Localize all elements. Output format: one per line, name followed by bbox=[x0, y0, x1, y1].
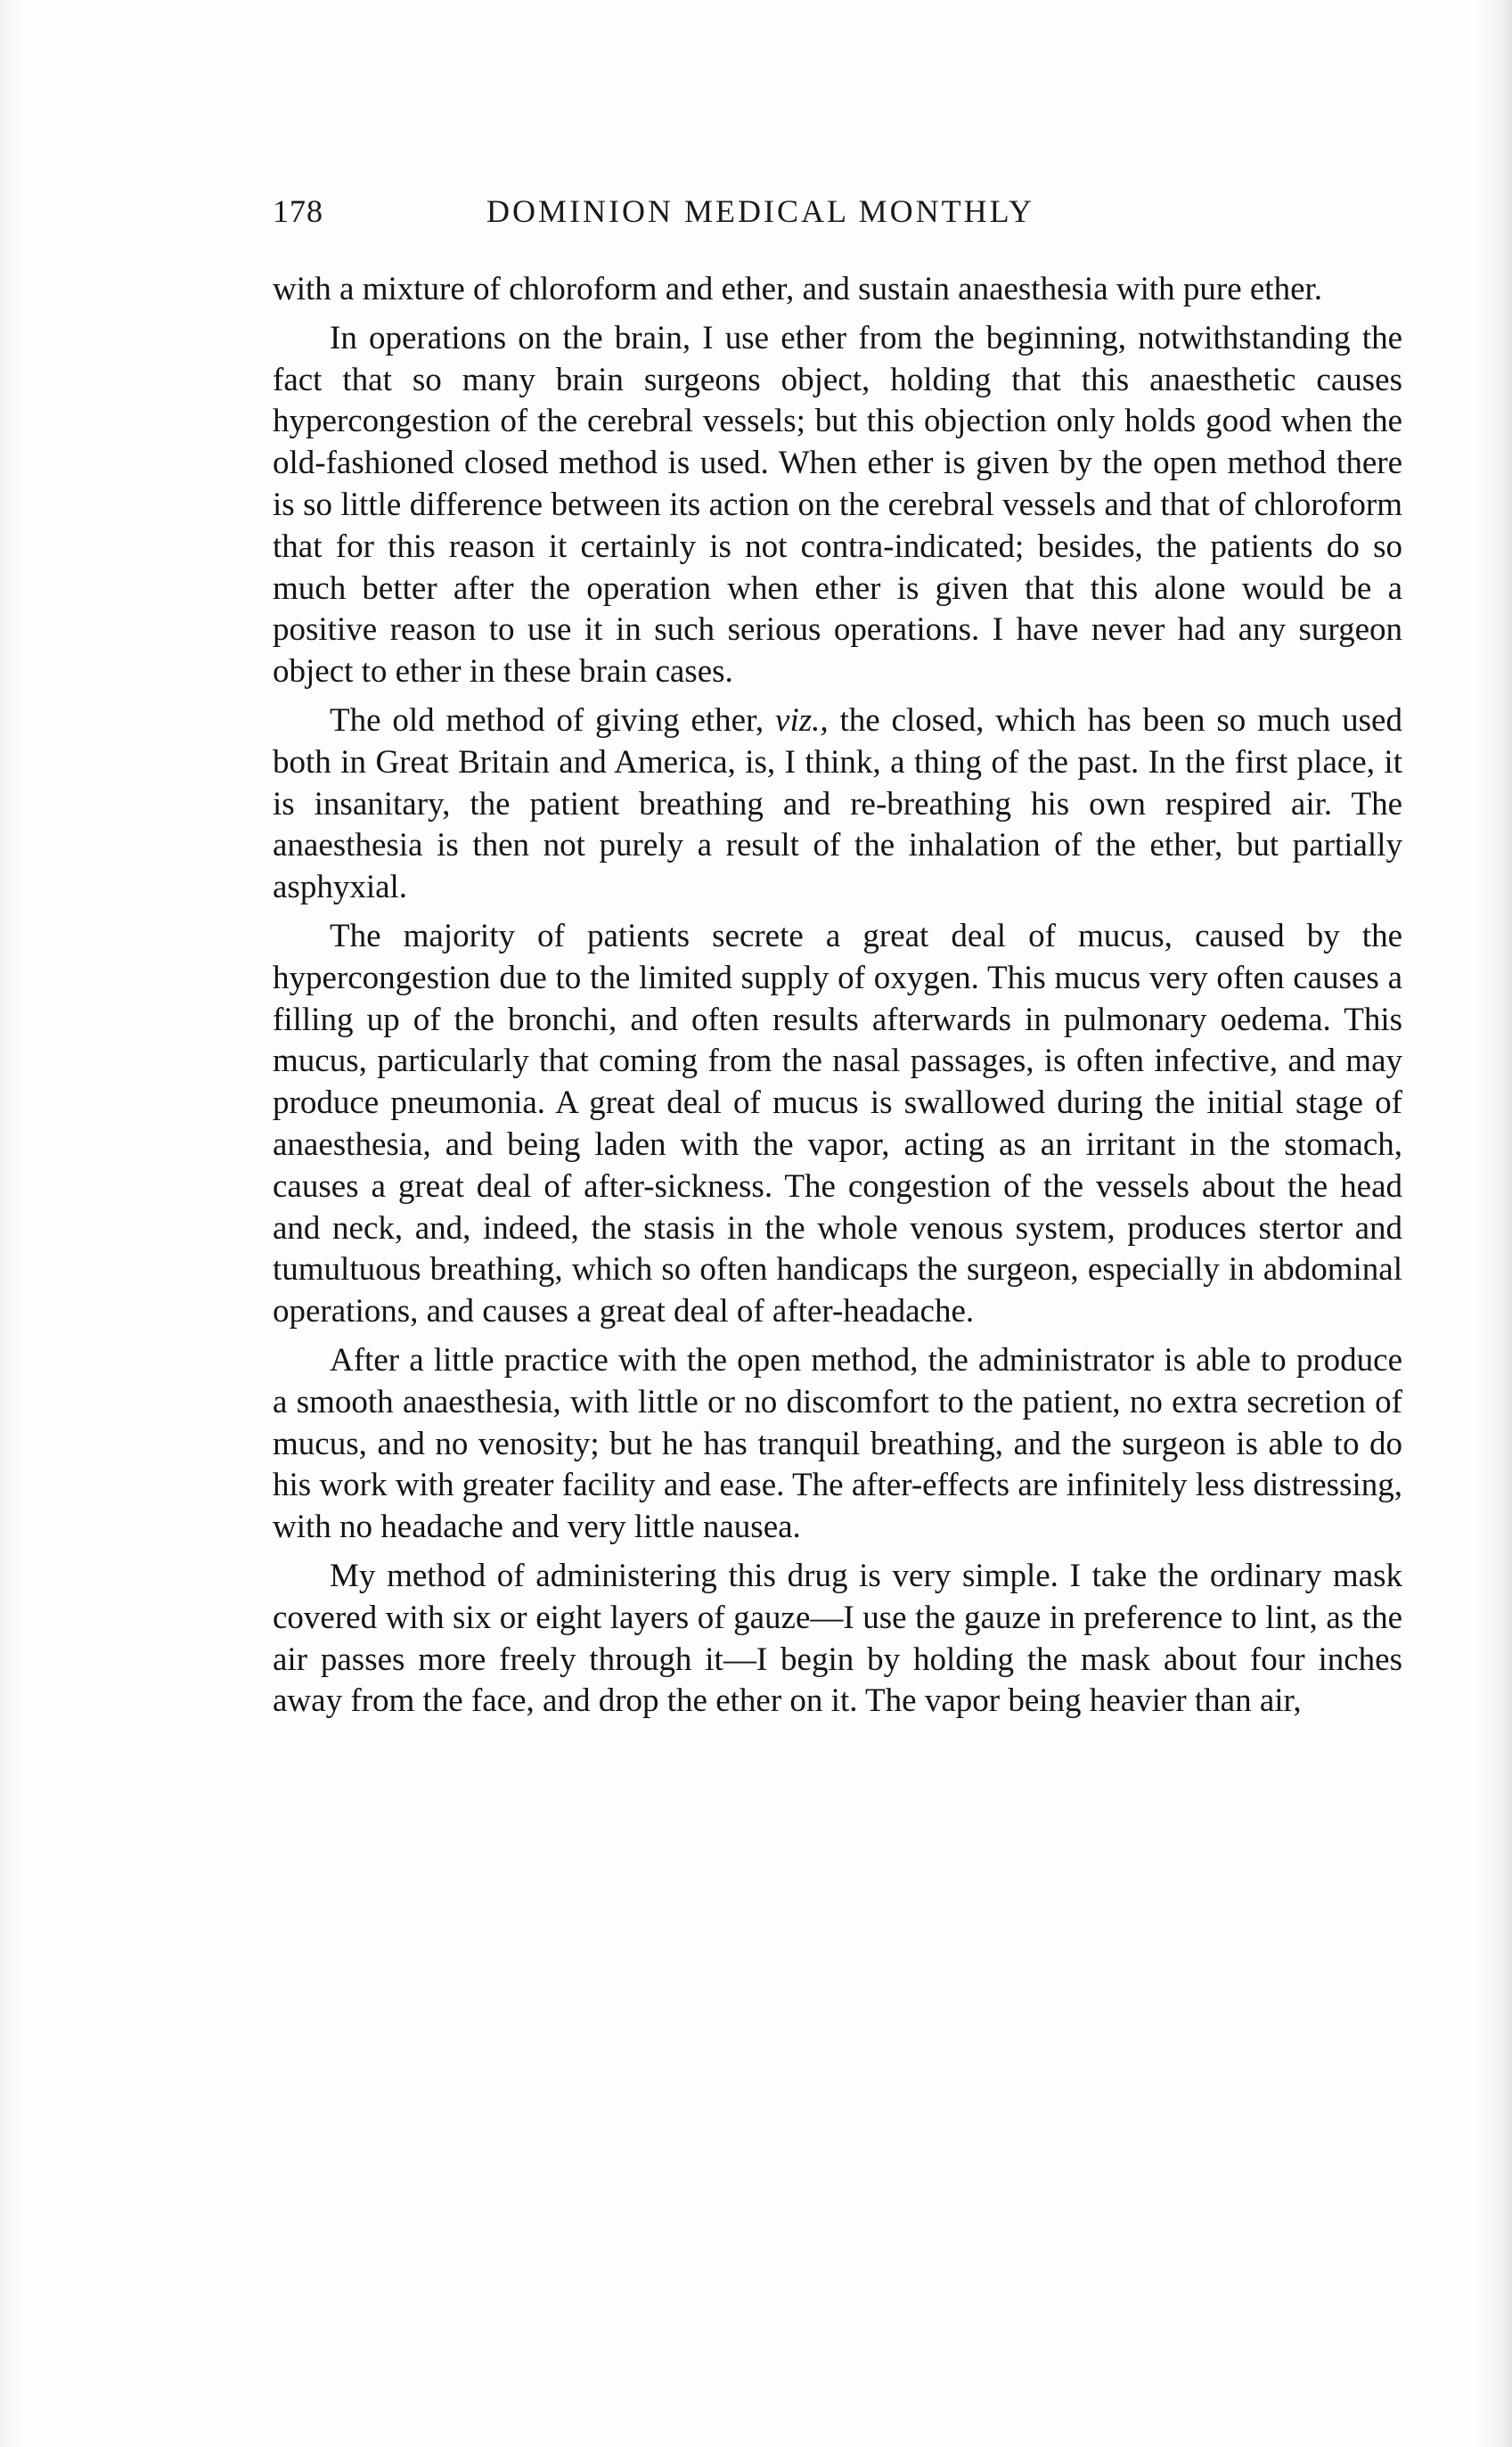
scan-shadow-left bbox=[0, 0, 27, 2447]
page-header bbox=[273, 192, 1402, 237]
paragraph-old-method-before: The old method of giving ether, bbox=[330, 701, 776, 739]
paragraph-mucus: The majority of patients secrete a great deal of mucus, caused by the hypercongestion due to the limited supply of oxygen. This mucus very often causes a filling up of the bronchi, and often results afterwards in pulmonary oedema. This mucus, particularly that coming from the nasal passages, is often infective, and may produce pneumonia. A great deal of mucus is swallowed during the initial stage of anaesthesia, and being laden with the vapor, acting as an irritant in the stomach, causes a great deal of after-sickness. The congestion of the vessels about the head and neck, and, indeed, the stasis in the whole venous system, produces stertor and tumultuous breathing, which so often handicaps the surgeon, especially in abdominal operations, and causes a great deal of after-headache. bbox=[273, 917, 1402, 1330]
paragraph-old-method bbox=[273, 700, 1402, 909]
paragraph-brain-operations: In operations on the brain, I use ether from the beginning, notwithstanding the fact that so many brain surgeons object, holding that this anaesthetic causes hypercongestion of the cerebral vessels; but this objection only holds good when the old-fashioned closed method is used. When ether is given by the open method there is so little difference between its action on the cerebral vessels and that of chloroform that for this reason it certainly is not contra-indicated; besides, the patients do so much better after the operation when ether is given that this alone would be a positive reason to use it in such serious operations. I have never had any surgeon object to ether in these brain cases. bbox=[273, 319, 1402, 691]
paragraph-continued: with a mixture of chloroform and ether, and sustain anaesthesia with pure ether. bbox=[273, 271, 1323, 307]
paragraph-old-method-after: the closed, which has been so much used both in Great Britain and America, is, I think, a thing of the past. In the first place, it is insanitary, the patient breathing and re-breathing his own respired air. The anaesthesia is then not purely a result of the inhalation of the ether, but partially asphyxial. bbox=[273, 701, 1402, 906]
article-body bbox=[273, 269, 1402, 1730]
scan-shadow-right bbox=[1476, 0, 1512, 2447]
running-head: DOMINION MEDICAL MONTHLY bbox=[486, 193, 1035, 229]
page-number: 178 bbox=[273, 193, 323, 229]
paragraph-my-method: My method of administering this drug is very simple. I take the ordinary mask covered with six or eight layers of gauze—I use the gauze in preference to lint, as the air passes more freely through it—I begin by holding the mask about four inches away from the face, and drop the ether on it. The vapor being heavier than air, bbox=[273, 1557, 1402, 1720]
paragraph-old-method-italic: viz., bbox=[775, 701, 829, 739]
paragraph-open-method: After a little practice with the open method, the administrator is able to produce a smooth anaesthesia, with little or no discomfort to the patient, no extra secretion of mucus, and no venosity; but he has tranquil breathing, and the surgeon is able to do his work with greater facility and ease. The after-effects are infinitely less distressing, with no headache and very little nausea. bbox=[273, 1341, 1402, 1546]
